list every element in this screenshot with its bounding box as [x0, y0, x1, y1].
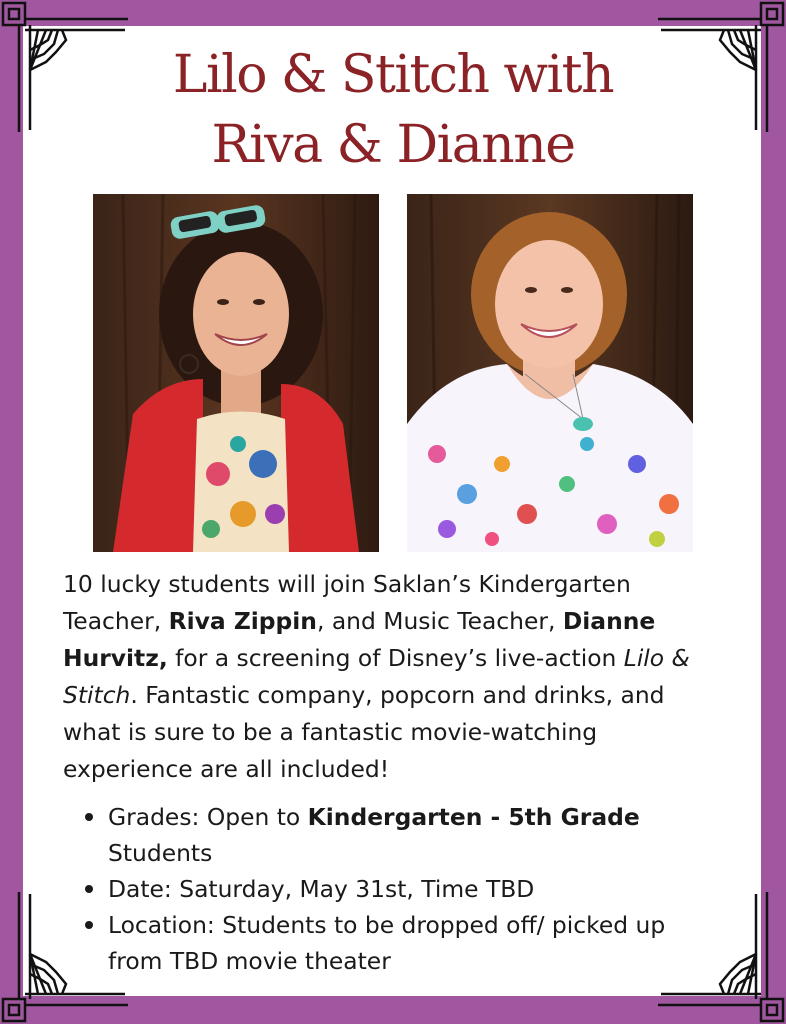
- movie-title: Lilo & Stitch: [63, 644, 690, 709]
- grades-prefix: Grades: Open to: [108, 803, 308, 831]
- grades-suffix: Students: [108, 839, 213, 867]
- intro-text-2: , and Music Teacher,: [316, 607, 563, 635]
- grades-item: [63, 799, 723, 871]
- intro-paragraph: [63, 566, 723, 788]
- riva-photo: [93, 194, 379, 552]
- date-item: Date: Saturday, May 31st, Time TBD: [63, 871, 723, 907]
- details-list: [63, 799, 723, 979]
- dianne-photo: [407, 194, 693, 552]
- intro-text-1: 10 lucky students will join Saklan’s Kindergarten Teacher,: [63, 570, 631, 635]
- grades-range: Kindergarten - 5th Grade: [307, 803, 640, 831]
- intro-text-3: for a screening of Disney’s live-action: [167, 644, 624, 672]
- page-title: [0, 40, 786, 180]
- riva-name: Riva Zippin: [168, 607, 317, 635]
- title-line-1: Lilo & Stitch with: [172, 45, 614, 105]
- dianne-name: Dianne Hurvitz,: [63, 607, 656, 672]
- title-line-2: Riva & Dianne: [211, 115, 575, 175]
- intro-text-4: . Fantastic company, popcorn and drinks, and what is sure to be a fantastic movie-watching experience are all included!: [63, 681, 665, 783]
- location-item: Location: Students to be dropped off/ picked up from TBD movie theater: [63, 907, 723, 979]
